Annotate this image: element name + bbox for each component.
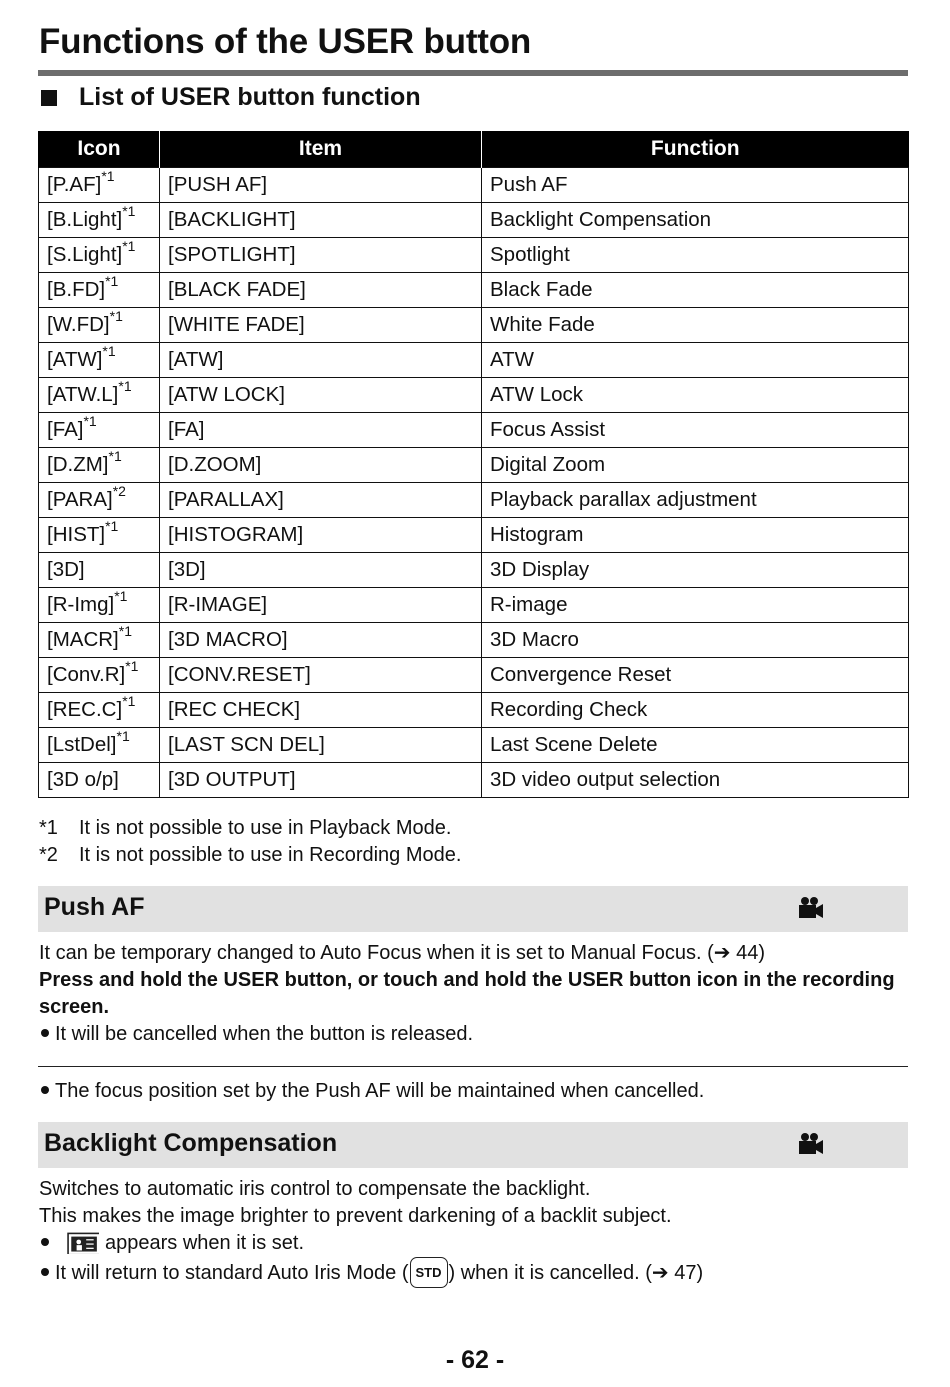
icon-cell <box>39 693 160 728</box>
function-cell: Backlight Compensation <box>482 203 909 238</box>
function-cell: Histogram <box>482 518 909 553</box>
item-cell: [PARALLAX] <box>160 483 482 518</box>
header-function: Function <box>482 131 909 168</box>
backlight-bullet-2 <box>39 1257 909 1288</box>
icon-cell <box>39 203 160 238</box>
item-cell: [FA] <box>160 413 482 448</box>
table-row <box>39 343 909 378</box>
table-header-row <box>39 131 909 168</box>
footnote-ref: *1 <box>118 623 132 640</box>
function-cell: Black Fade <box>482 273 909 308</box>
footnote-ref: *1 <box>83 413 97 430</box>
function-cell: 3D video output selection <box>482 763 909 798</box>
icon-code: [3D o/p] <box>47 768 119 791</box>
push-af-bullet-text: It will be cancelled when the button is released. <box>55 1023 474 1045</box>
icon-cell <box>39 343 160 378</box>
backlight-section-header <box>38 1122 908 1168</box>
footnote-ref: *1 <box>101 168 115 185</box>
table-row <box>39 728 909 763</box>
item-cell: [LAST SCN DEL] <box>160 728 482 763</box>
icon-code: [MACR] <box>47 628 119 651</box>
backlight-bullet-1-text: appears when it is set. <box>105 1232 304 1254</box>
item-cell: [BACKLIGHT] <box>160 203 482 238</box>
icon-cell <box>39 413 160 448</box>
table-row <box>39 308 909 343</box>
item-cell: [3D OUTPUT] <box>160 763 482 798</box>
table-row <box>39 588 909 623</box>
table-row <box>39 378 909 413</box>
push-af-instruction: Press and hold the USER button, or touch and hold the USER button icon in the recording screen. <box>39 969 895 1018</box>
footnote-text: It is not possible to use in Recording Mode. <box>79 844 462 866</box>
footnote-ref: *1 <box>122 203 136 220</box>
icon-cell <box>39 448 160 483</box>
icon-cell <box>39 308 160 343</box>
square-bullet-icon <box>41 90 57 106</box>
icon-cell <box>39 518 160 553</box>
section-divider <box>38 1066 908 1067</box>
item-cell: [CONV.RESET] <box>160 658 482 693</box>
icon-code: [HIST] <box>47 523 106 546</box>
user-function-table <box>38 131 909 798</box>
push-af-section-header <box>38 886 908 932</box>
icon-cell <box>39 378 160 413</box>
list-subheading <box>39 83 421 112</box>
backlight-bullet-1 <box>39 1230 909 1257</box>
footnote-ref: *1 <box>102 343 116 360</box>
footnote-mark: *1 <box>39 817 58 839</box>
backlight-line-2: This makes the image brighter to prevent darkening of a backlit subject. <box>39 1205 672 1227</box>
footnote-ref: *1 <box>105 518 119 535</box>
function-cell: Push AF <box>482 168 909 203</box>
table-row <box>39 693 909 728</box>
table-row <box>39 623 909 658</box>
movie-camera-icon <box>797 896 824 920</box>
footnote-ref: *2 <box>112 483 126 500</box>
item-cell: [HISTOGRAM] <box>160 518 482 553</box>
icon-code: [S.Light] <box>47 243 123 266</box>
title-rule <box>38 70 908 76</box>
icon-cell <box>39 763 160 798</box>
icon-code: [3D] <box>47 558 85 581</box>
icon-code: [ATW] <box>47 348 103 371</box>
footnote-ref: *1 <box>114 588 128 605</box>
table-row <box>39 553 909 588</box>
table-row <box>39 168 909 203</box>
icon-code: [REC.C] <box>47 698 123 721</box>
footnote <box>39 842 461 869</box>
icon-code: [P.AF] <box>47 173 102 196</box>
footnote-ref: *1 <box>108 448 122 465</box>
icon-cell <box>39 168 160 203</box>
bullet-icon <box>41 1086 49 1094</box>
table-body <box>39 168 909 798</box>
bullet-icon <box>41 1268 49 1276</box>
function-cell: Last Scene Delete <box>482 728 909 763</box>
function-cell: Playback parallax adjustment <box>482 483 909 518</box>
footnote-ref: *1 <box>118 378 132 395</box>
icon-cell <box>39 588 160 623</box>
icon-cell <box>39 658 160 693</box>
function-cell: ATW Lock <box>482 378 909 413</box>
function-cell: Digital Zoom <box>482 448 909 483</box>
page-number: - 62 - <box>445 1346 505 1374</box>
table-row <box>39 483 909 518</box>
footnotes <box>39 815 461 869</box>
icon-code: [W.FD] <box>47 313 110 336</box>
backlight-line-1: Switches to automatic iris control to compensate the backlight. <box>39 1178 591 1200</box>
function-cell: 3D Display <box>482 553 909 588</box>
icon-cell <box>39 273 160 308</box>
function-cell: White Fade <box>482 308 909 343</box>
table-row <box>39 203 909 238</box>
table-row <box>39 413 909 448</box>
function-cell: ATW <box>482 343 909 378</box>
icon-code: [B.Light] <box>47 208 123 231</box>
icon-code: [FA] <box>47 418 84 441</box>
icon-cell <box>39 728 160 763</box>
std-badge-icon: STD <box>410 1257 448 1288</box>
movie-camera-icon <box>797 1132 824 1156</box>
icon-code: [ATW.L] <box>47 383 119 406</box>
push-af-note <box>39 1078 909 1105</box>
function-cell: Recording Check <box>482 693 909 728</box>
footnote-ref: *1 <box>122 238 136 255</box>
item-cell: [ATW] <box>160 343 482 378</box>
function-cell: Focus Assist <box>482 413 909 448</box>
item-cell: [WHITE FADE] <box>160 308 482 343</box>
icon-code: [R-Img] <box>47 593 115 616</box>
bullet-icon <box>41 1029 49 1037</box>
icon-code: [Conv.R] <box>47 663 126 686</box>
push-af-title: Push AF <box>44 893 145 921</box>
icon-code: [B.FD] <box>47 278 106 301</box>
icon-cell <box>39 553 160 588</box>
item-cell: [3D MACRO] <box>160 623 482 658</box>
push-af-bullet <box>39 1021 909 1048</box>
list-subheading-text: List of USER button function <box>79 83 421 111</box>
function-cell: 3D Macro <box>482 623 909 658</box>
function-cell: R-image <box>482 588 909 623</box>
table-row <box>39 658 909 693</box>
item-cell: [REC CHECK] <box>160 693 482 728</box>
table-row <box>39 238 909 273</box>
footnote-ref: *1 <box>116 728 130 745</box>
icon-code: [PARA] <box>47 488 113 511</box>
bullet-icon <box>41 1238 49 1246</box>
function-cell: Convergence Reset <box>482 658 909 693</box>
icon-cell <box>39 623 160 658</box>
table-row <box>39 448 909 483</box>
item-cell: [SPOTLIGHT] <box>160 238 482 273</box>
footnote-ref: *1 <box>109 308 123 325</box>
backlight-bullet-2-pre: It will return to standard Auto Iris Mode ( <box>55 1262 409 1284</box>
table-row <box>39 273 909 308</box>
icon-cell <box>39 483 160 518</box>
table-row <box>39 518 909 553</box>
backlight-title: Backlight Compensation <box>44 1129 338 1157</box>
item-cell: [D.ZOOM] <box>160 448 482 483</box>
footnote <box>39 815 461 842</box>
item-cell: [BLACK FADE] <box>160 273 482 308</box>
backlight-icon <box>67 1232 99 1254</box>
icon-code: [LstDel] <box>47 733 117 756</box>
push-af-intro: It can be temporary changed to Auto Focus when it is set to Manual Focus. (➔ 44) <box>39 942 766 964</box>
icon-cell <box>39 238 160 273</box>
icon-code: [D.ZM] <box>47 453 109 476</box>
item-cell: [3D] <box>160 553 482 588</box>
footnote-ref: *1 <box>105 273 119 290</box>
function-cell: Spotlight <box>482 238 909 273</box>
backlight-bullet-2-post: ) when it is cancelled. (➔ 47) <box>448 1262 704 1284</box>
page-title: Functions of the USER button <box>39 22 532 61</box>
footnote-text: It is not possible to use in Playback Mode. <box>79 817 452 839</box>
header-icon: Icon <box>39 131 160 168</box>
footnote-mark: *2 <box>39 844 58 866</box>
header-item: Item <box>160 131 482 168</box>
push-af-note-text: The focus position set by the Push AF will be maintained when cancelled. <box>55 1080 705 1102</box>
footnote-ref: *1 <box>122 693 136 710</box>
item-cell: [R-IMAGE] <box>160 588 482 623</box>
item-cell: [PUSH AF] <box>160 168 482 203</box>
item-cell: [ATW LOCK] <box>160 378 482 413</box>
table-row <box>39 763 909 798</box>
footnote-ref: *1 <box>125 658 139 675</box>
